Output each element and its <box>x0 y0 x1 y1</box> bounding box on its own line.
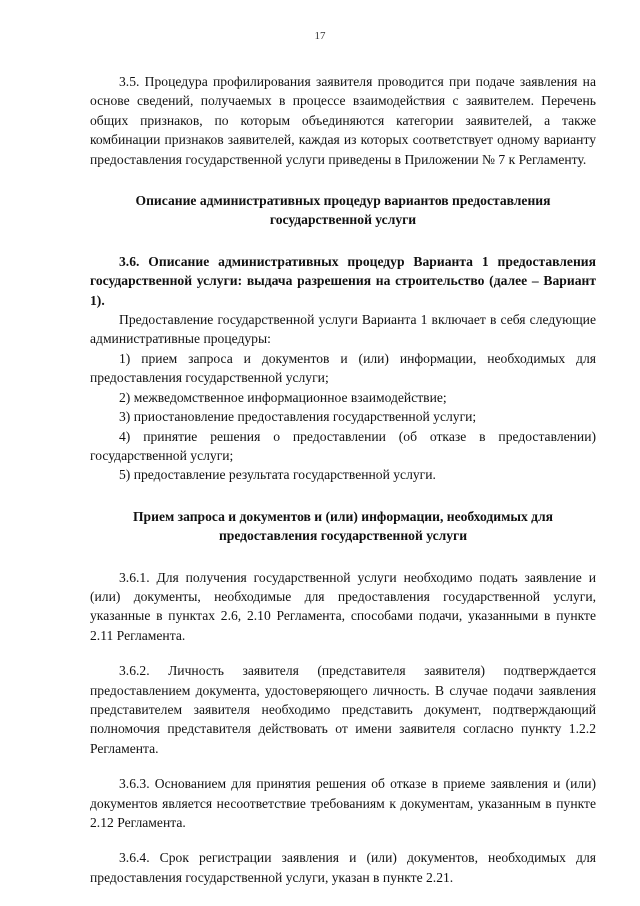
section-heading-request-intake: Прием запроса и документов и (или) информации, необходимых для предоставления государственной услуги <box>132 508 554 544</box>
procedure-item-5: 5) предоставление результата государственной услуги. <box>119 467 436 483</box>
procedure-item-2: 2) межведомственное информационное взаимодействие; <box>119 389 447 405</box>
document-body <box>90 72 596 887</box>
procedure-item-3: 3) приостановление предоставления государственной услуги; <box>119 409 477 425</box>
paragraph-3-6-intro: Предоставление государственной услуги Варианта 1 включает в себя следующие административные процедуры: <box>90 312 596 347</box>
paragraph-3-6-1: 3.6.1. Для получения государственной услуги необходимо подать заявление и (или) документы, необходимые для предоставления государственной услуги, указанные в пунктах 2.6, 2.10 Регламента, способами подачи, указанными в пункте 2.11 Регламента. <box>90 569 596 643</box>
procedure-item-4: 4) принятие решения о предоставлении (об отказе в предоставлении) государственной услуги; <box>90 428 596 463</box>
paragraph-3-5: 3.5. Процедура профилирования заявителя проводится при подаче заявления на основе сведений, получаемых в процессе взаимодействия с заявителем. Перечень общих признаков, по которым объединяются категории заявителей, а также комбинации признаков заявителей, каждая из которых соответствует одному варианту предоставления государственной услуги приведены в Приложении № 7 к Регламенту. <box>90 74 596 167</box>
procedure-item-1: 1) прием запроса и документов и (или) информации, необходимых для предоставления государственной услуги; <box>90 350 596 386</box>
paragraph-3-6-title: 3.6. Описание административных процедур Варианта 1 предоставления государственной услуги: выдача разрешения на строительство (далее – Вариант 1). <box>90 253 596 308</box>
paragraph-3-6-3: 3.6.3. Основанием для принятия решения об отказе в приеме заявления и (или) документов является несоответствие требованиям к документам, указанным в пункте 2.12 Регламента. <box>90 776 596 830</box>
paragraph-3-6-2: 3.6.2. Личность заявителя (представителя заявителя) подтверждается предоставлением документа, удостоверяющего личность. В случае подачи заявления представителем заявителя необходимо представить документ, подтверждающий полномочия представителя действовать от имени заявителя согласно пункту 1.2.2 Регламента. <box>90 663 596 756</box>
paragraph-3-6-4: 3.6.4. Срок регистрации заявления и (или) документов, необходимых для предоставления государственной услуги, указан в пункте 2.21. <box>90 850 596 885</box>
page-number: 17 <box>314 30 326 42</box>
section-heading-procedures: Описание административных процедур вариантов предоставления государственной услуги <box>135 193 551 228</box>
